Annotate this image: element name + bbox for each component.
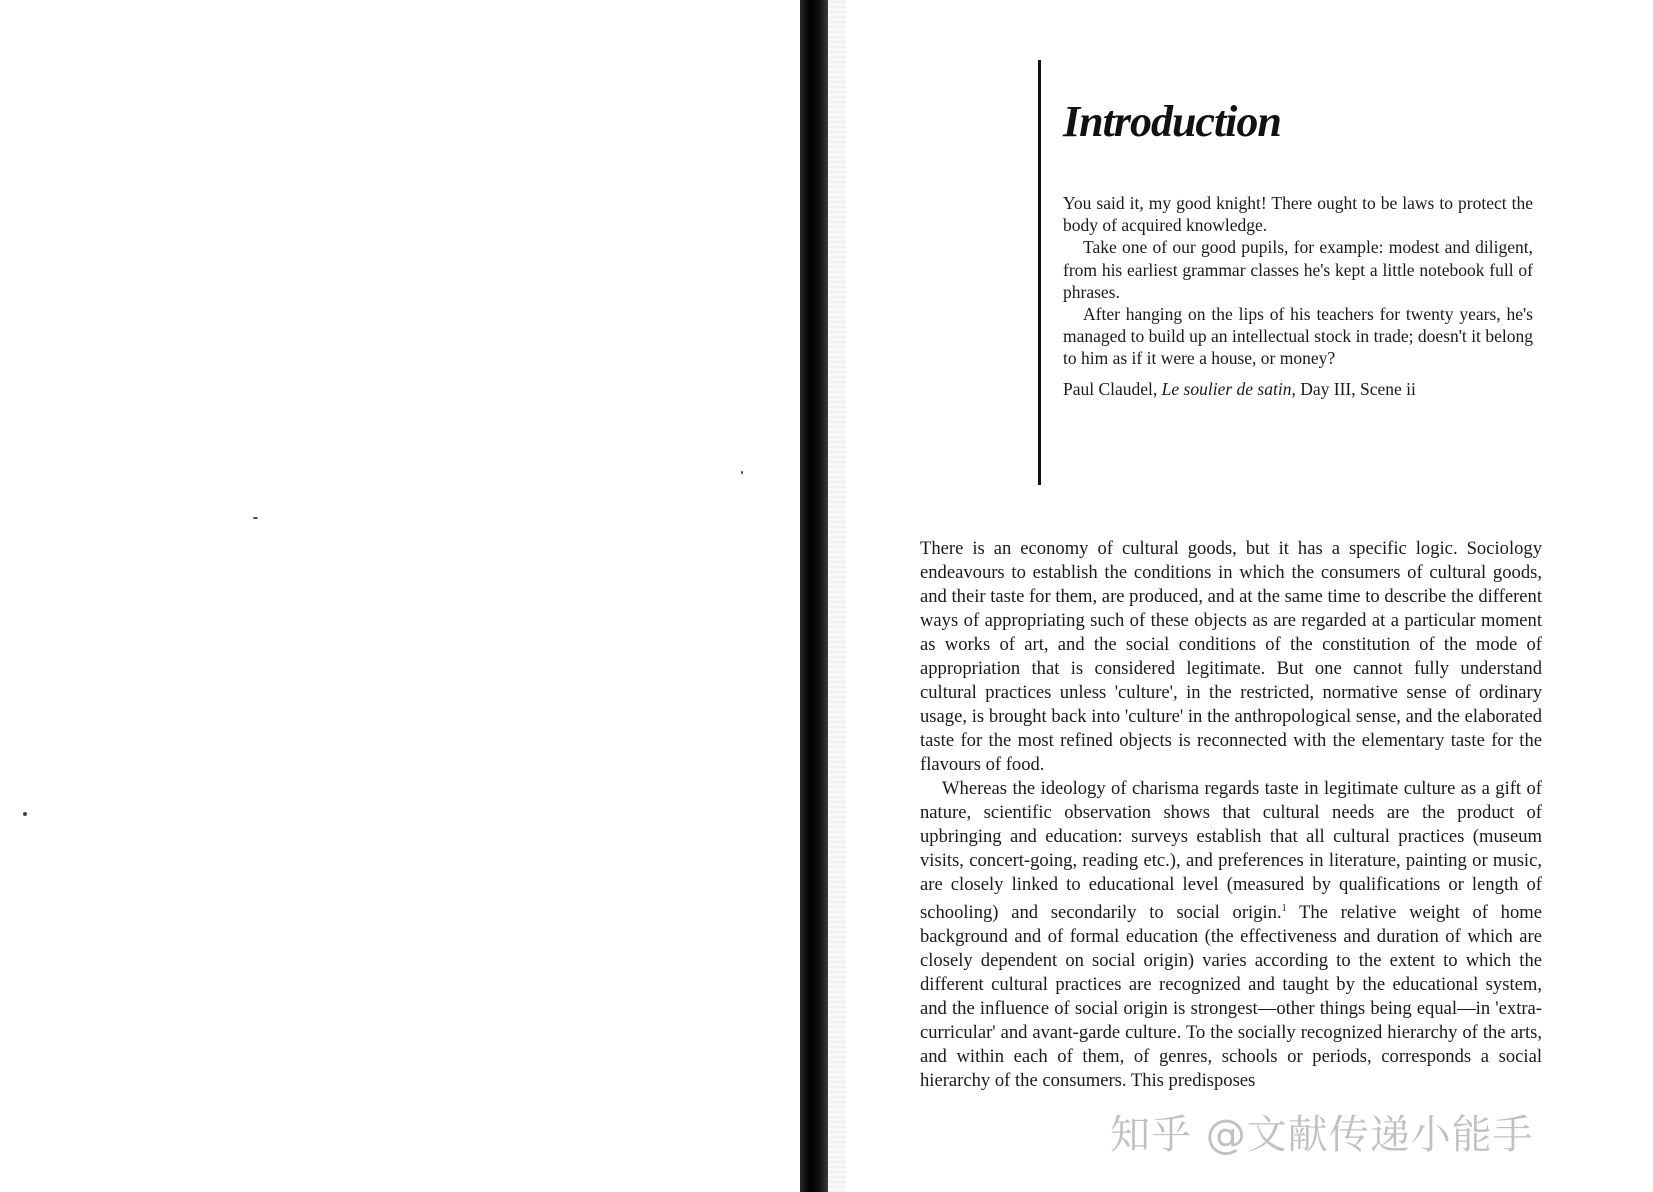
- epigraph-rule: [1038, 60, 1041, 485]
- body-text: [920, 537, 1542, 1093]
- epigraph-author: Paul Claudel,: [1063, 378, 1162, 399]
- scan-speck: [23, 812, 27, 816]
- body-paragraph-text: The relative weight of home background and of formal education (the effectiveness and duration of which are closely dependent on social origin) varies according to the extent to which the different cultural practices are recognized and taught by the educational system, and the influence of social origin is strongest—other things being equal—in 'extra-curricular' and avant-garde culture. To the socially recognized hierarchy of the arts, and within each of them, of genres, schools or periods, corresponds a social hierarchy of the consumers. This predisposes: [920, 902, 1542, 1092]
- body-paragraph-text: Whereas the ideology of charisma regards taste in legitimate culture as a gift of nature, scientific observation shows that cultural needs are the product of upbringing and education: surveys establish that all cultural practices (museum visits, concert-going, reading etc.), and preferences in literature, painting or music, are closely linked to educational level (measured by qualifications or length of schooling) and secondarily to social origin.: [920, 778, 1542, 924]
- epigraph: [1063, 192, 1533, 400]
- scan-speck: [253, 517, 258, 519]
- book-spine: [800, 0, 828, 1192]
- epigraph-location: Day III, Scene ii: [1295, 378, 1416, 399]
- scan-speck: [741, 471, 743, 474]
- watermark: 知乎 @文献传递小能手: [1110, 1112, 1534, 1158]
- body-paragraph: There is an economy of cultural goods, but it has a specific logic. Sociology endeavours to establish the conditions in which the consumers of cultural goods, and their taste for them, are produced, and at the same time to describe the different ways of appropriating such of these objects as are regarded at a particular moment as works of art, and the social conditions of the constitution of the mode of appropriation that is considered legitimate. But one cannot fully understand cultural practices unless 'culture', in the restricted, normative sense of ordinary usage, is brought back into 'culture' in the anthropological sense, and the elaborated taste for the most refined objects is reconnected with the elementary taste for the flavours of food.: [920, 538, 1542, 775]
- chapter-title: Introduction: [1063, 97, 1281, 146]
- epigraph-work: Le soulier de satin,: [1161, 378, 1296, 399]
- epigraph-paragraph: After hanging on the lips of his teachers for twenty years, he's managed to build up an intellectual stock in trade; doesn't it belong to him as if it were a house, or money?: [1063, 304, 1533, 369]
- body-paragraph: [920, 777, 1542, 1093]
- epigraph-paragraph: Take one of our good pupils, for example: modest and diligent, from his earliest grammar classes he's kept a little notebook full of phrases.: [1063, 237, 1533, 302]
- epigraph-source: [1063, 378, 1533, 400]
- epigraph-paragraph: You said it, my good knight! There ought to be laws to protect the body of acquired knowledge.: [1063, 193, 1533, 236]
- page-gutter-shadow: [828, 0, 846, 1192]
- footnote-reference[interactable]: 1: [1281, 903, 1287, 914]
